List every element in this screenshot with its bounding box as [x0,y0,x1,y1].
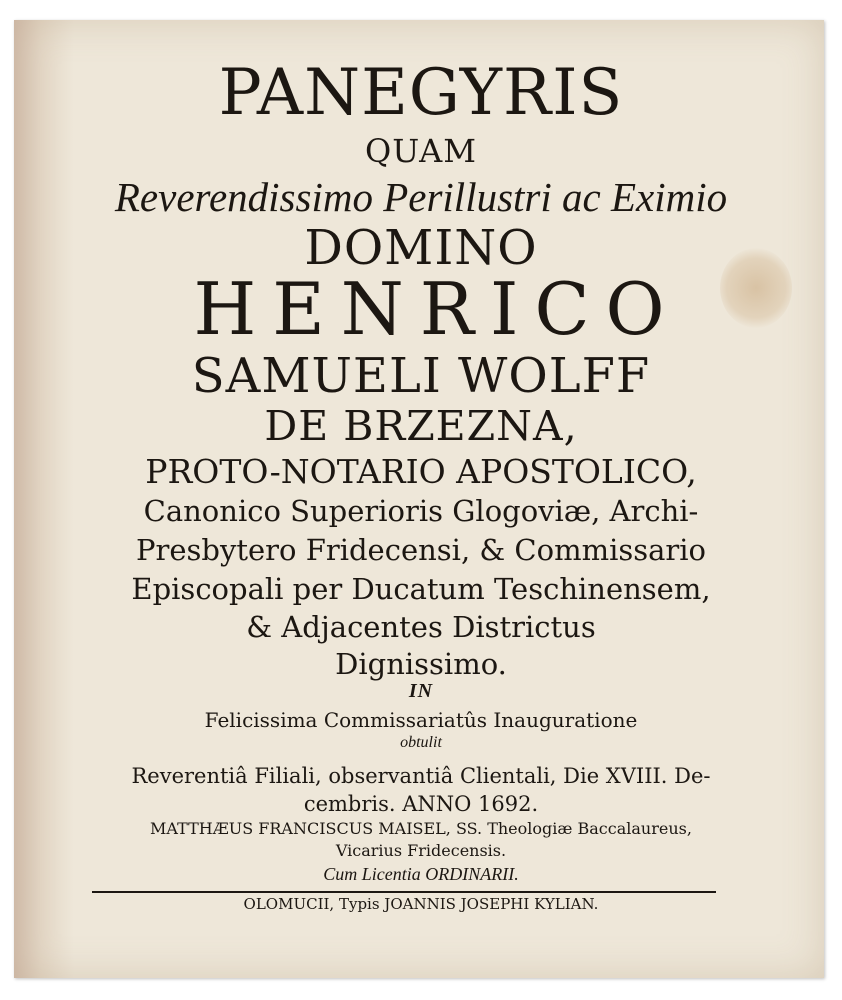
name-samueli-wolff: SAMUELI WOLFF [191,348,651,404]
title: PANEGYRIS [218,56,624,130]
body-line-1: Canonico Superioris Glogoviæ, Archi- [143,494,699,528]
office-line: PROTO-NOTARIO APOSTOLICO, [145,452,697,491]
domino-line: DOMINO [304,220,538,276]
quam-line: QUAM [364,132,478,170]
in-line: IN [408,680,434,702]
occasion-line: Felicissima Commissariatûs Inauguratione [204,708,638,732]
date-line-1: Reverentiâ Filiali, observantiâ Clientali, Die XVIII. De- [131,764,711,788]
license-line: Cum Licentia ORDINARII. [323,864,519,884]
date-line-2: cembris. ANNO 1692. [303,792,539,816]
body-line-5: Dignissimo. [335,647,507,681]
author-line: MATTHÆUS FRANCISCUS MAISEL, SS. Theologiæ Baccalaureus, [150,819,692,838]
body-line-4: & Adjacentes Districtus [246,610,596,644]
obtulit-line: obtulit [400,734,442,751]
body-line-2: Presbytero Fridecensi, & Commissario [136,533,706,567]
name-henrico: HENRICO [193,267,681,351]
dedication-line: Reverendissimo Perillustri ac Eximio [114,174,728,220]
de-brzezna-line: DE BRZEZNA, [264,402,578,450]
imprint-line: OLOMUCII, Typis JOANNIS JOSEPHI KYLIAN. [243,895,599,913]
body-line-3: Episcopali per Ducatum Teschinensem, [131,572,711,606]
author-title-line: Vicarius Fridecensis. [335,841,507,860]
